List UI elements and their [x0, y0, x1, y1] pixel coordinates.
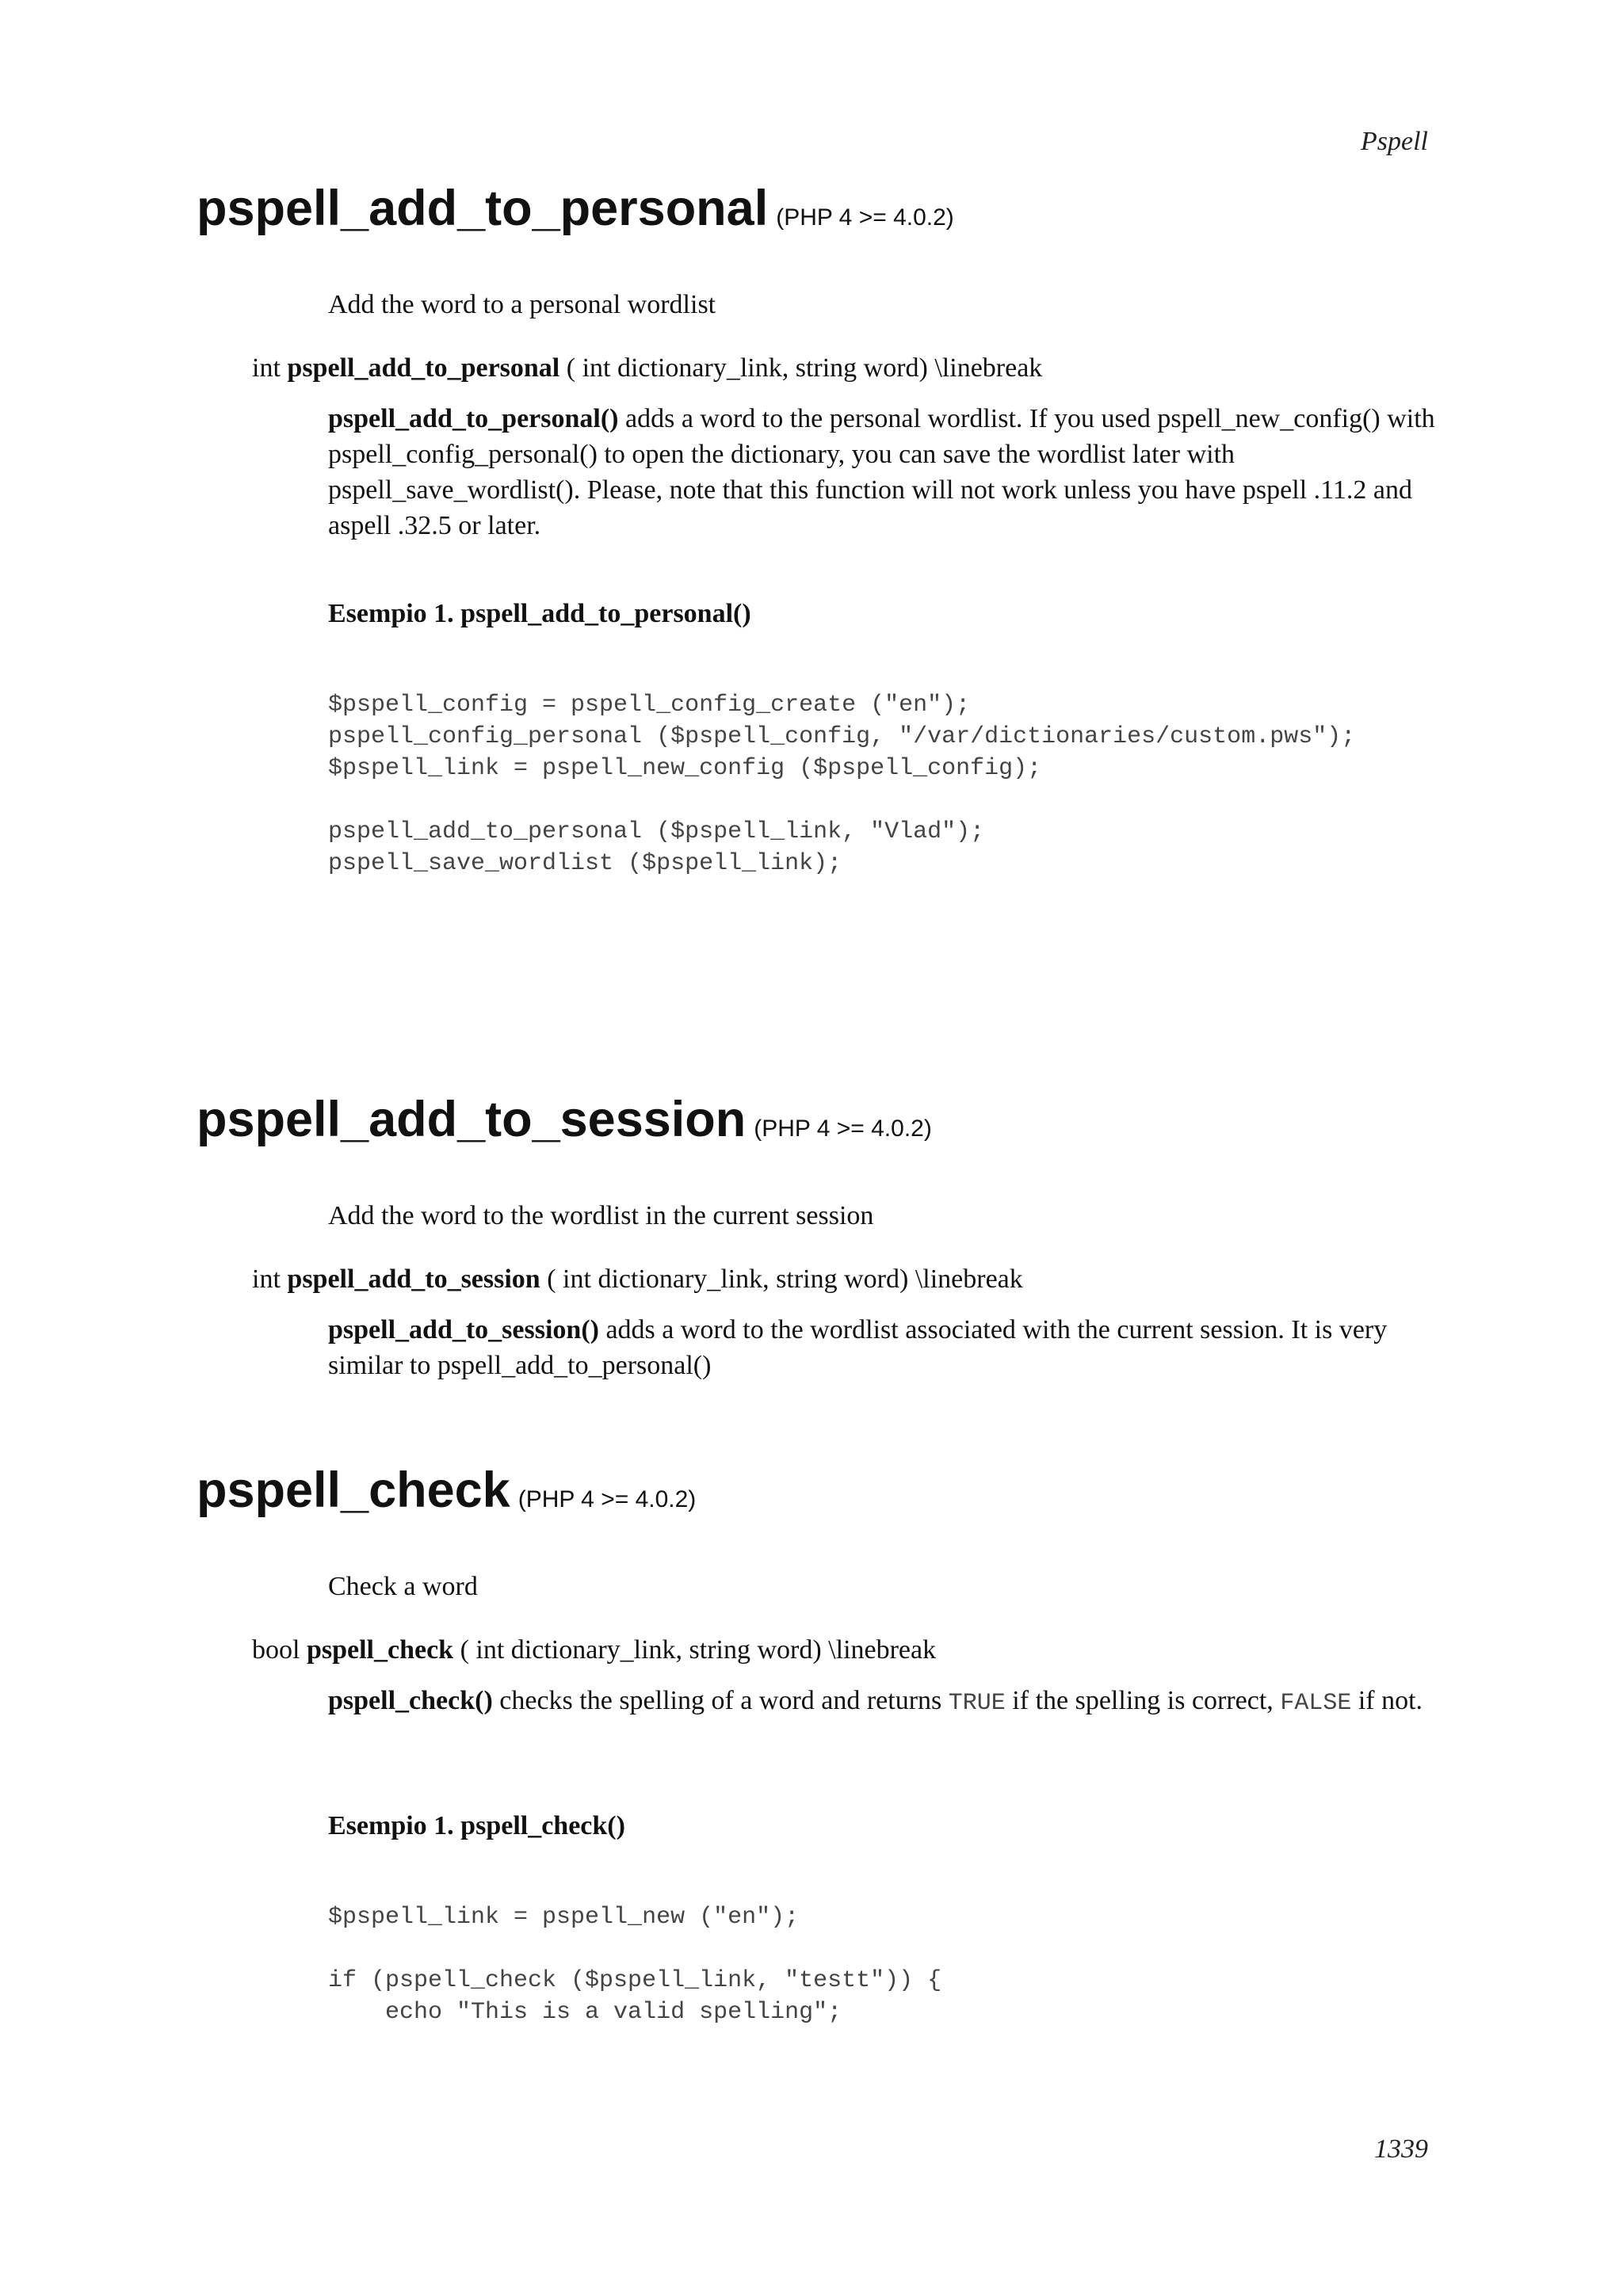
function-name: pspell_check [197, 1463, 510, 1518]
code-example: $pspell_config = pspell_config_create ("en"); pspell_config_personal ($pspell_config, "/var/dictionaries/custom.pws"); $pspell_link = pspell_new_config ($pspell_config); pspell_add_to_personal ($pspell_link, "Vlad"); pspell_save_wordlist ($pspell_link); [328, 692, 1356, 877]
page-number: 1339 [1374, 2134, 1428, 2164]
function-purpose: Add the word to a personal wordlist [328, 290, 716, 319]
synopsis-function-name: pspell_add_to_personal [287, 353, 560, 383]
function-synopsis [252, 353, 1042, 383]
description-text: checks the spelling of a word and returns [492, 1686, 949, 1715]
function-purpose: Add the word to the wordlist in the current session [328, 1201, 874, 1230]
code-example: $pspell_link = pspell_new ("en"); if (pspell_check ($pspell_link, "testt")) { echo "This is a valid spelling"; [328, 1904, 942, 2026]
constant-true: TRUE [948, 1690, 1006, 1717]
section-title-add-to-session [197, 1092, 932, 1147]
php-version: (PHP 4 >= 4.0.2) [776, 204, 954, 231]
description-text: if the spelling is correct, [1005, 1686, 1281, 1715]
description-text: if not. [1351, 1686, 1423, 1715]
description-text: adds a word to the personal wordlist. If you used pspell_new_config() with pspell_config_personal() to open the dictionary, you can save the wordlist later with pspell_save_wordlist(). Please, note that this function will not work unless you have pspell .11.2 and aspell .32.5 or later. [328, 404, 1435, 540]
function-description [328, 1312, 1438, 1383]
function-purpose: Check a word [328, 1572, 478, 1601]
synopsis-params: ( int dictionary_link, string word) \linebreak [460, 1635, 937, 1665]
synopsis-params: ( int dictionary_link, string word) \linebreak [547, 1264, 1023, 1294]
section-title-check [197, 1463, 697, 1518]
constant-false: FALSE [1280, 1690, 1352, 1717]
example-title: Esempio 1. pspell_check() [328, 1811, 625, 1840]
function-synopsis [252, 1635, 936, 1665]
section-title-add-to-personal [197, 181, 954, 236]
function-description [328, 1683, 1438, 1722]
description-function-name: pspell_add_to_session() [328, 1315, 599, 1344]
description-function-name: pspell_add_to_personal() [328, 404, 619, 433]
function-name: pspell_add_to_personal [197, 181, 769, 236]
function-name: pspell_add_to_session [197, 1092, 747, 1147]
synopsis-function-name: pspell_check [306, 1635, 454, 1665]
synopsis-params: ( int dictionary_link, string word) \linebreak [566, 353, 1043, 383]
running-header: Pspell [1361, 127, 1428, 156]
return-type: int [252, 353, 281, 383]
synopsis-function-name: pspell_add_to_session [287, 1264, 540, 1294]
description-text: adds a word to the wordlist associated with the current session. It is very similar to pspell_add_to_personal() [328, 1315, 1388, 1380]
example-title: Esempio 1. pspell_add_to_personal() [328, 599, 751, 628]
php-version: (PHP 4 >= 4.0.2) [754, 1116, 932, 1142]
return-type: int [252, 1264, 281, 1294]
function-description [328, 401, 1438, 543]
function-synopsis [252, 1264, 1023, 1295]
description-function-name: pspell_check() [328, 1686, 493, 1715]
php-version: (PHP 4 >= 4.0.2) [517, 1486, 697, 1512]
return-type: bool [252, 1635, 300, 1665]
